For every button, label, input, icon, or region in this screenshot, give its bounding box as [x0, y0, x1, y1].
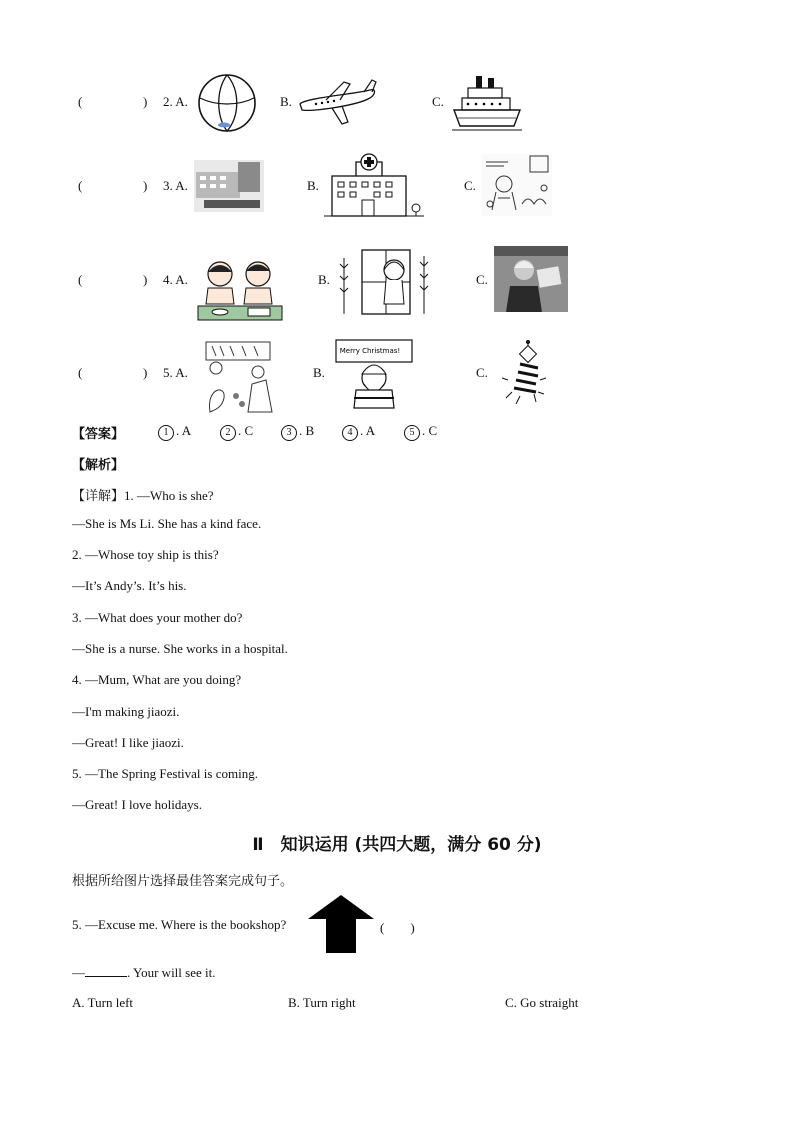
answer-label: 【答案】	[72, 427, 125, 442]
detail-line: 5. —The Spring Festival is coming.	[72, 766, 258, 781]
detail-line: 3. —What does your mother do?	[72, 610, 243, 625]
option-b-label: B.	[280, 94, 292, 109]
section-instruction: 根据所给图片选择最佳答案完成句子。	[72, 874, 294, 889]
detail-label: 【详解】	[72, 489, 125, 504]
detail-line: 4. —Mum, What are you doing?	[72, 672, 242, 687]
analysis-label: 【解析】	[72, 458, 125, 473]
section-title: Ⅱ 知识运用 (共四大题，满分 60 分)	[252, 835, 542, 855]
circled-number: 2	[220, 425, 236, 441]
santa-sign-text: Merry Christmas!	[339, 347, 401, 355]
circled-number: 3	[281, 425, 297, 441]
option-c-label: C.	[476, 365, 488, 380]
kids-drawing-picture	[482, 154, 552, 216]
answer-item-1	[158, 423, 191, 441]
answer-item-2	[220, 423, 253, 441]
question-number: 4. A.	[163, 272, 188, 287]
answer-item-4	[342, 423, 375, 441]
circled-number: 1	[158, 425, 174, 441]
answer-paren-open: (	[78, 365, 83, 380]
answer-item-5	[404, 423, 437, 441]
option-b-label: B.	[307, 178, 319, 193]
detail-line: —She is Ms Li. She has a kind face.	[72, 516, 262, 531]
option-c-label: C.	[432, 94, 444, 109]
reply-line: — . Your will see it.	[72, 965, 216, 980]
detail-line: —It’s Andy’s. It’s his.	[72, 578, 187, 593]
old-man-reading-picture	[494, 246, 568, 312]
detail-line: —Great! I like jiaozi.	[72, 735, 184, 750]
answer-paren-open: (	[78, 94, 83, 109]
childrens-day-drawing-picture	[196, 338, 280, 414]
answer-paren-open: (	[78, 272, 83, 287]
answer-paren-close: )	[143, 272, 148, 287]
answer-value: . C	[422, 423, 438, 438]
option-c: C. Go straight	[505, 995, 579, 1010]
answer-value: . A	[176, 423, 192, 438]
option-c-label: C.	[476, 272, 488, 287]
question-text: 5. —Excuse me. Where is the bookshop?	[72, 917, 287, 932]
airplane-picture	[296, 78, 378, 126]
option-a: A. Turn left	[72, 995, 134, 1010]
answer-paren-close: )	[143, 94, 148, 109]
option-b-label: B.	[318, 272, 330, 287]
beach-ball-picture	[196, 72, 258, 134]
santa-merry-christmas-picture	[330, 338, 418, 412]
answer-paren-close: )	[143, 365, 148, 380]
answer-item-3	[281, 423, 314, 441]
detail-line-1: 【详解】1. —Who is she?	[72, 488, 214, 504]
detail-line: 2. —Whose toy ship is this?	[72, 547, 219, 562]
question-number: 3. A.	[163, 178, 188, 193]
up-arrow-icon	[306, 893, 376, 955]
detail-line: —She is a nurse. She works in a hospital.	[72, 641, 288, 656]
option-b: B. Turn right	[288, 995, 356, 1010]
option-b-label: B.	[313, 365, 325, 380]
option-c-label: C.	[464, 178, 476, 193]
school-building-picture	[194, 160, 264, 212]
question-number: 5. A.	[163, 365, 188, 380]
answer-paren-open: (	[78, 178, 83, 193]
two-kids-writing-picture	[196, 256, 284, 322]
firecrackers-picture	[496, 338, 556, 410]
detail-line: —Great! I love holidays.	[72, 797, 202, 812]
answer-value: . C	[238, 423, 254, 438]
hospital-picture	[324, 152, 424, 218]
answer-value: . B	[299, 423, 315, 438]
answer-value: . A	[360, 423, 376, 438]
ship-picture	[450, 72, 524, 134]
answer-paren: ( )	[380, 920, 415, 935]
detail-line: —I'm making jiaozi.	[72, 704, 180, 719]
answer-blank	[85, 964, 127, 977]
circled-number: 5	[404, 425, 420, 441]
question-number: 2. A.	[163, 94, 188, 109]
circled-number: 4	[342, 425, 358, 441]
answer-paren-close: )	[143, 178, 148, 193]
girl-at-window-picture	[334, 248, 434, 316]
